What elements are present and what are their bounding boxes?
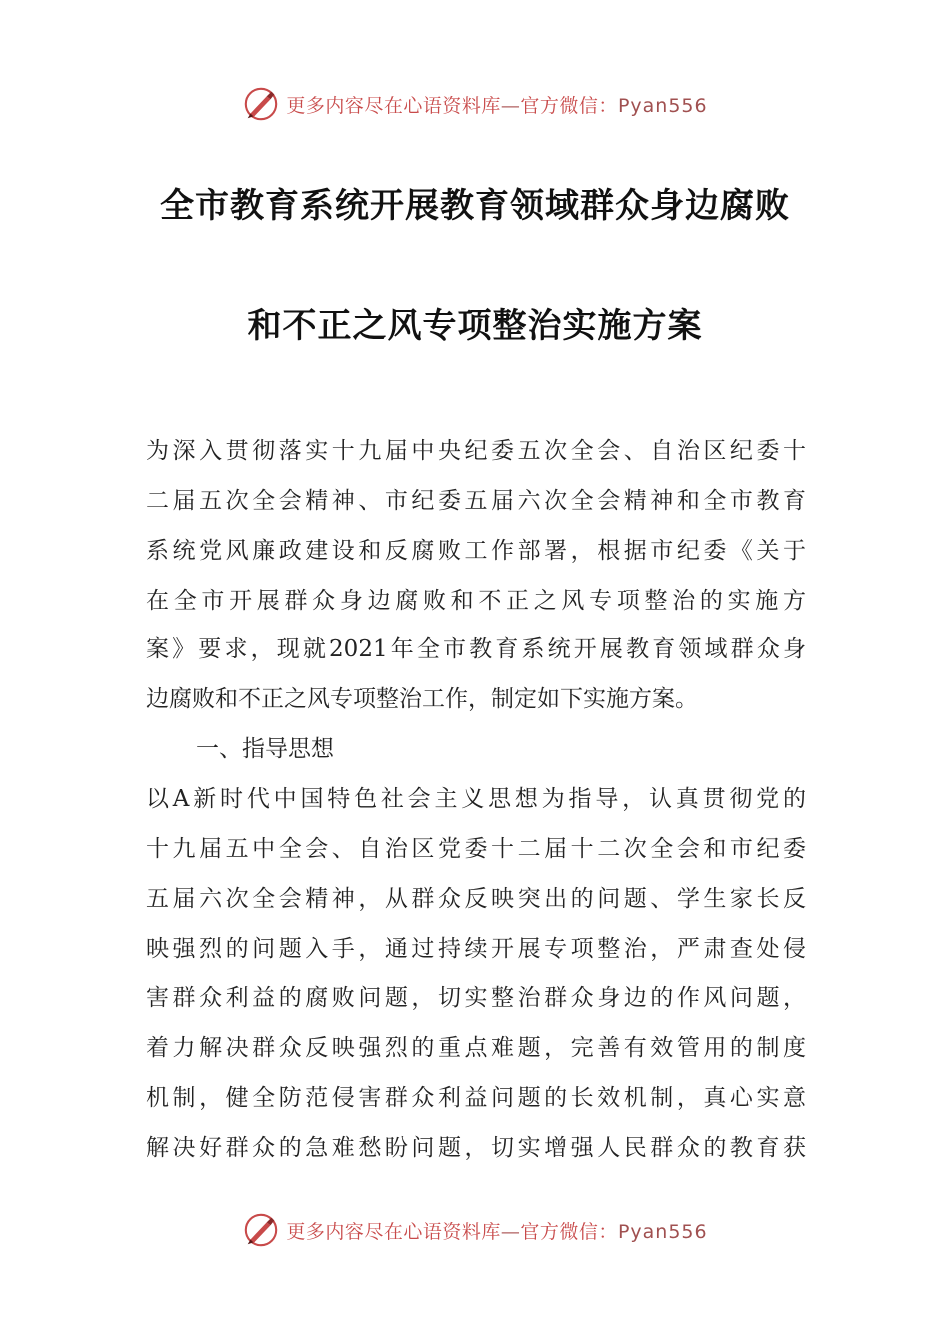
paragraph-1-line-5: 案》要求，现就2021年全市教育系统开展教育领域群众身 xyxy=(146,636,806,662)
paragraph-2-line-1: 以A新时代中国特色社会主义思想为指导，认真贯彻党的 xyxy=(146,786,806,812)
watermark-dash: — xyxy=(500,94,521,117)
paragraph-1-line-3: 系统党风廉政建设和反腐败工作部署，根据市纪委《关于 xyxy=(146,538,806,564)
watermark-text xyxy=(286,1217,707,1244)
paragraph-1-line-4: 在全市开展群众身边腐败和不正之风专项整治的实施方 xyxy=(146,588,806,614)
paragraph-2-line-6: 着力解决群众反映强烈的重点难题，完善有效管用的制度 xyxy=(146,1035,806,1061)
pen-logo-icon xyxy=(242,1211,280,1249)
paragraph-2-line-8: 解决好群众的急难愁盼问题，切实增强人民群众的教育获 xyxy=(146,1135,806,1161)
paragraph-2-line-3: 五届六次全会精神，从群众反映突出的问题、学生家长反 xyxy=(146,886,806,912)
paragraph-2-line-4: 映强烈的问题入手，通过持续开展专项整治，严肃查处侵 xyxy=(146,936,806,962)
watermark-site-text: 更多内容尽在心语资料库 xyxy=(286,1220,501,1243)
watermark-site-text: 更多内容尽在心语资料库 xyxy=(286,94,501,117)
watermark-wechat-id: Pyan556 xyxy=(617,1220,708,1243)
paragraph-1-line-2: 二届五次全会精神、市纪委五届六次全会精神和全市教育 xyxy=(146,488,806,514)
watermark-wechat-id: Pyan556 xyxy=(617,94,708,117)
section-1-heading: 一、指导思想 xyxy=(196,736,334,762)
paragraph-2-line-2: 十九届五中全会、自治区党委十二届十二次全会和市纪委 xyxy=(146,836,806,862)
paragraph-1-line-1: 为深入贯彻落实十九届中央纪委五次全会、自治区纪委十 xyxy=(146,438,806,464)
watermark-banner-bottom xyxy=(0,1208,950,1252)
paragraph-2-line-7: 机制，健全防范侵害群众利益问题的长效机制，真心实意 xyxy=(146,1085,806,1111)
watermark-dash: — xyxy=(500,1220,521,1243)
paragraph-2-line-5: 害群众利益的腐败问题，切实整治群众身边的作风问题， xyxy=(146,985,806,1011)
watermark-wechat-label: 官方微信： xyxy=(520,94,618,117)
pen-logo-icon xyxy=(242,85,280,123)
watermark-text xyxy=(286,91,707,118)
watermark-banner-top xyxy=(0,82,950,126)
paragraph-1-line-6: 边腐败和不正之风专项整治工作，制定如下实施方案。 xyxy=(146,686,698,712)
document-title-line-2: 和不正之风专项整治实施方案 xyxy=(247,306,703,346)
watermark-wechat-label: 官方微信： xyxy=(520,1220,618,1243)
document-title-line-1: 全市教育系统开展教育领域群众身边腐败 xyxy=(160,186,790,226)
